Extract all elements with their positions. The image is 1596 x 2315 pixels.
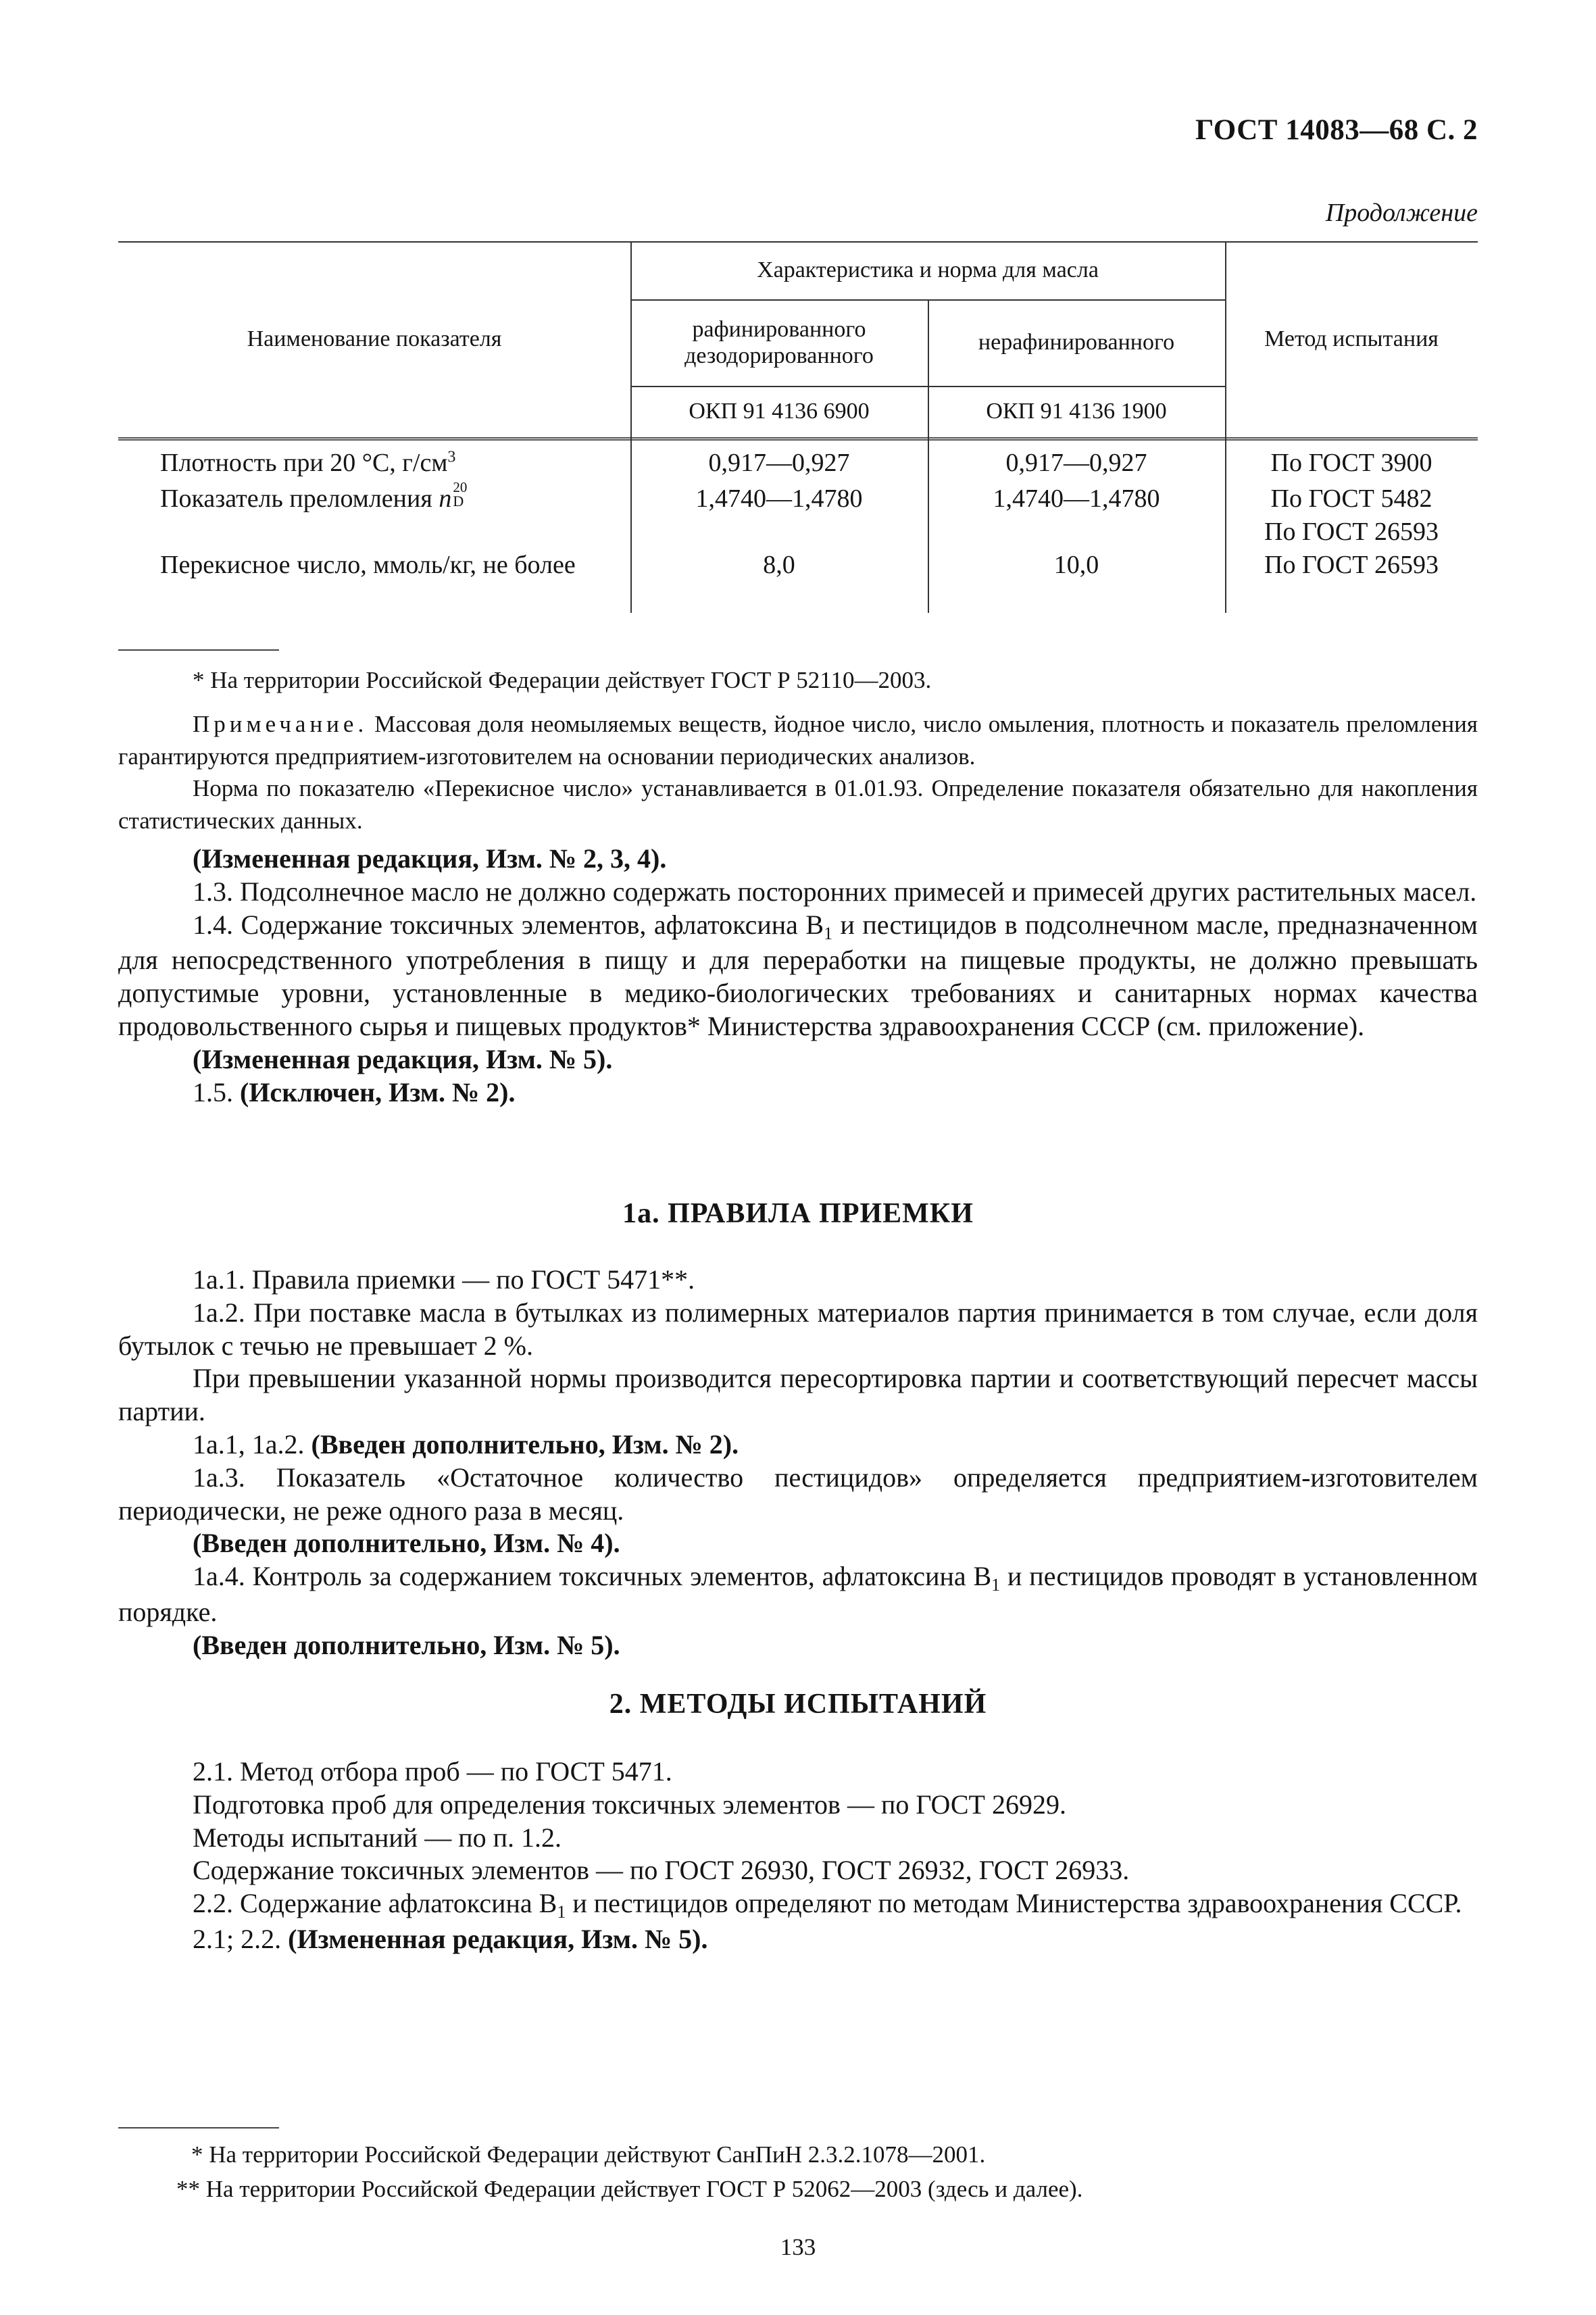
amendment-note: 1а.1, 1а.2. (Введен дополнительно, Изм. № 2). <box>193 1428 739 1460</box>
amendment-note: (Измененная редакция, Изм. № 5). <box>193 1043 613 1074</box>
header-refined-deodorized: рафинированного дезодорированного <box>684 316 874 368</box>
amendment-note: (Введен дополнительно, Изм. № 5). <box>193 1629 620 1660</box>
section-1a-body <box>118 1264 1478 1662</box>
row-density-refined: 0,917—0,927 <box>708 449 850 477</box>
row-refraction-name: Показатель преломления n 20 D <box>160 482 626 516</box>
section-1a-heading: 1а. ПРАВИЛА ПРИЕМКИ <box>622 1198 974 1229</box>
row-density-name: Плотность при 20 °С, $г/см^3$ <box>160 448 456 477</box>
row-refraction-unrefined: 1,4740—1,4780 <box>993 484 1160 513</box>
clause-1a-1: 1а.1. Правила приемки — по ГОСТ 5471**. <box>193 1264 695 1295</box>
clause-1a-3: 1а.3. Показатель «Остаточное количество пестицидов» определяется предприятием-изготовителем периодически, не реже одного раза в месяц. <box>118 1462 1478 1526</box>
clause-2-1-b: Подготовка проб для определения токсичных элементов — по ГОСТ 26929. <box>193 1789 1066 1820</box>
refractive-index-symbol: n 20 D <box>439 479 468 513</box>
page-number: 133 <box>780 2234 816 2260</box>
table-note: Примечание. Массовая доля неомыляемых веществ, йодное число, число омыления, плотность и показатель преломления гарантируются предприятием-изготовителем на основании периодических анализов. Норма по показателю «Перекисное число» устанавливается в 01.01.93. Определение показателя обязательно для накопления статистических данных. <box>118 711 1478 834</box>
row-peroxide-name: Перекисное число, ммоль/кг, не более <box>160 551 576 579</box>
section-1-continuation <box>118 843 1478 1109</box>
clause-1-4: 1.4. Содержание токсичных элементов, афлатоксина $В_1$ и пестицидов в подсолнечном масле, предназначенном для непосредственного употребления в пищу и для переработки на пищевые продукты, не должно превышать допустимые уровни, установленные в медико-биологических требованиях и санитарных нормах качества продовольственного сырья и пищевых продуктов* Министерства здравоохранения СССР (см. приложение). <box>118 909 1478 1041</box>
table-continuation-label: Продолжение <box>1325 199 1478 227</box>
footnote-rule <box>118 649 279 651</box>
clause-1a-4: 1а.4. Контроль за содержанием токсичных элементов, афлатоксина $В_1$ и пестицидов проводят в установленном порядке. <box>118 1561 1478 1627</box>
clause-1a-2: 1а.2. При поставке масла в бутылках из полимерных материалов партия принимается в том случае, если доля бутылок с течью не превышает 2 %. <box>118 1297 1478 1361</box>
table-footnote: * На территории Российской Федерации действует ГОСТ Р 52110—2003. <box>193 667 932 693</box>
clause-2-1-c: Методы испытаний — по п. 1.2. <box>193 1822 562 1853</box>
footnote-1: * На территории Российской Федерации действуют СанПиН 2.3.2.1078—2001. <box>191 2141 986 2168</box>
header-okp-unrefined: ОКП 91 4136 1900 <box>986 399 1167 424</box>
row-refraction-method: По ГОСТ 5482 По ГОСТ 26593 <box>1264 484 1439 547</box>
clause-1a-2-cont: При превышении указанной нормы производится пересортировка партии и соответствующий пересчет массы партии. <box>118 1363 1478 1427</box>
document-header: ГОСТ 14083—68 С. 2 <box>1195 114 1478 146</box>
clause-2-2: 2.2. Содержание афлатоксина $В_1$ и пестицидов определяют по методам Министерства здравоохранения СССР. <box>193 1888 1462 1922</box>
note-label: Примечание. <box>193 711 368 737</box>
footnote-rule <box>118 2127 279 2129</box>
clause-2-1-d: Содержание токсичных элементов — по ГОСТ 26930, ГОСТ 26932, ГОСТ 26933. <box>193 1855 1130 1886</box>
header-test-method: Метод испытания <box>1264 326 1439 352</box>
header-bottom-rule <box>118 437 1478 441</box>
header-unrefined: нерафинированного <box>978 330 1175 355</box>
row-density-method: По ГОСТ 3900 <box>1270 449 1432 477</box>
amendment-note: (Введен дополнительно, Изм. № 4). <box>193 1528 620 1559</box>
row-peroxide-refined: 8,0 <box>763 551 795 579</box>
section-2-heading: 2. МЕТОДЫ ИСПЫТАНИЙ <box>609 1689 987 1720</box>
header-indicator-name: Наименование показателя <box>247 326 502 352</box>
header-okp-refined: ОКП 91 4136 6900 <box>689 399 870 424</box>
amendment-note: 2.1; 2.2. (Измененная редакция, Изм. № 5). <box>193 1923 708 1954</box>
clause-2-1: 2.1. Метод отбора проб — по ГОСТ 5471. <box>193 1756 672 1787</box>
clause-1-3: 1.3. Подсолнечное масло не должно содержать посторонних примесей и примесей других растительных масел. <box>193 876 1477 907</box>
section-2-body <box>118 1756 1478 1956</box>
header-characteristic-group: Характеристика и норма для масла <box>757 257 1099 283</box>
clause-1-5: 1.5. (Исключен, Изм. № 2). <box>193 1076 516 1107</box>
footnote-2: ** На территории Российской Федерации действует ГОСТ Р 52062—2003 (здесь и далее). <box>176 2175 1083 2202</box>
row-peroxide-unrefined: 10,0 <box>1053 551 1099 579</box>
row-peroxide-method: По ГОСТ 26593 <box>1264 551 1439 579</box>
footnotes <box>118 2138 1478 2207</box>
row-refraction-refined: 1,4740—1,4780 <box>695 484 863 513</box>
amendment-note: (Измененная редакция, Изм. № 2, 3, 4). <box>193 843 667 874</box>
row-density-unrefined: 0,917—0,927 <box>1005 449 1147 477</box>
